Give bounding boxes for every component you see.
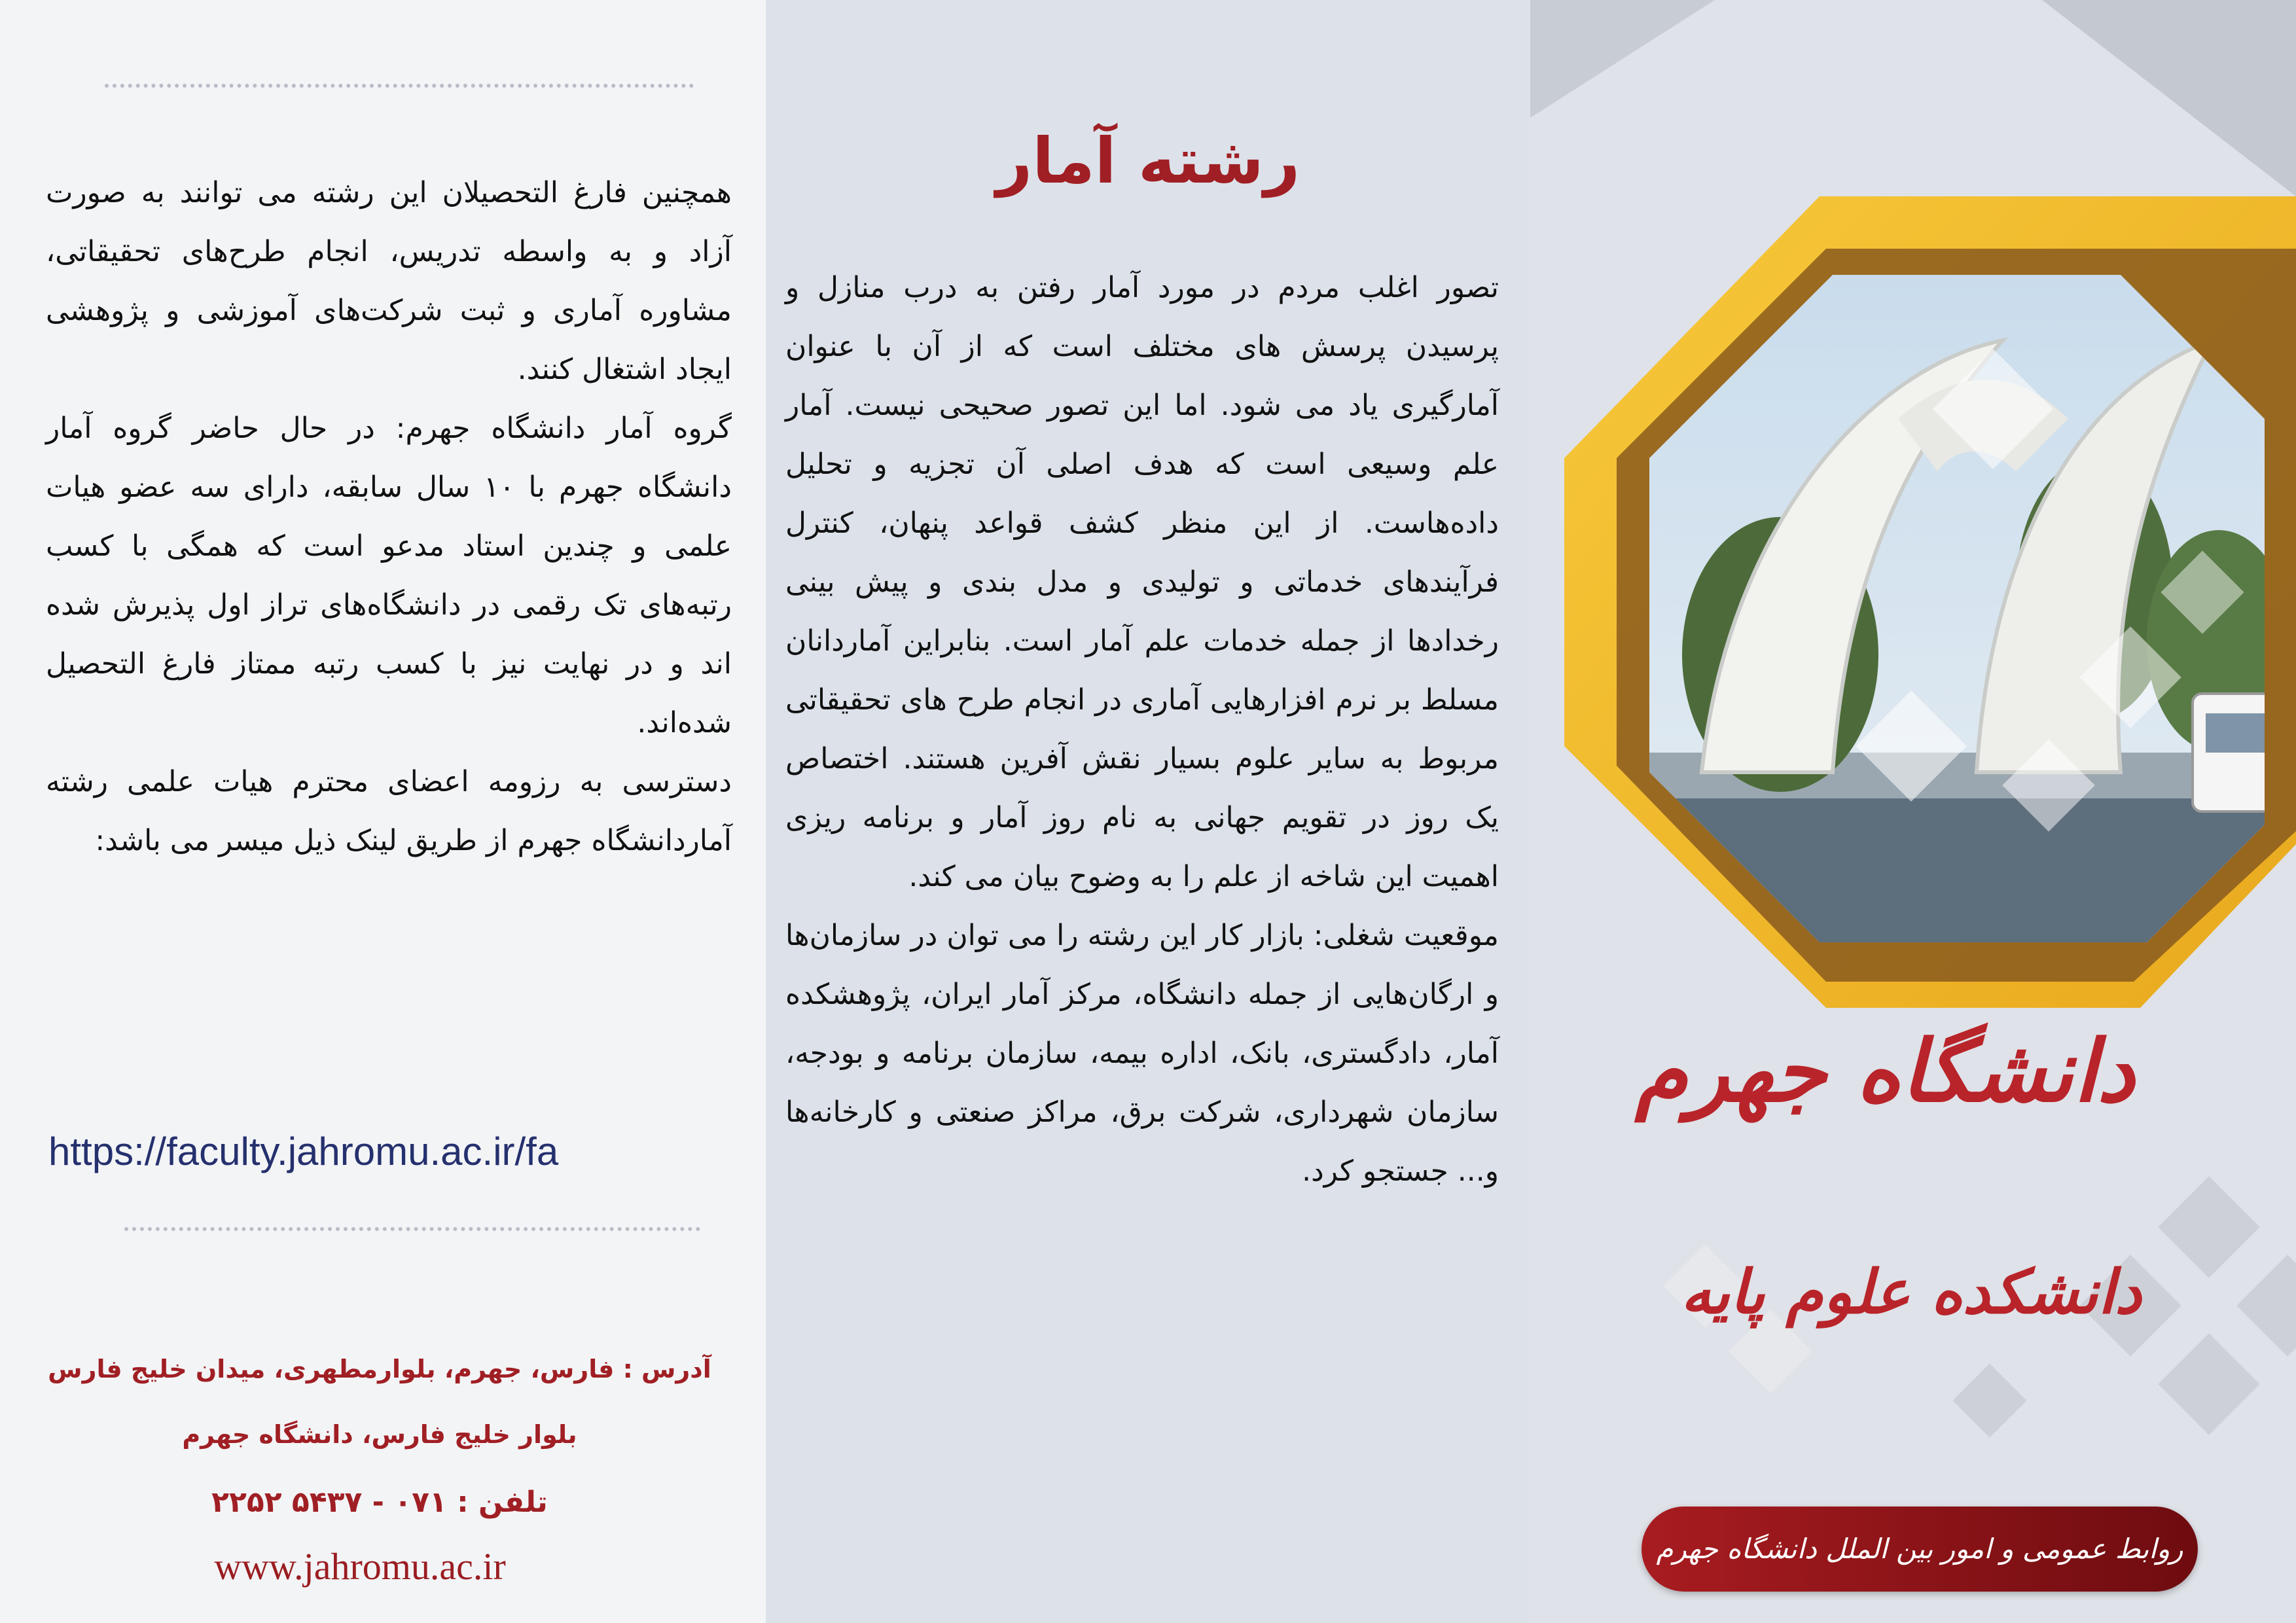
paragraph-statistics-group: گروه آمار دانشگاه جهرم: در حال حاضر گروه آمار دانشگاه جهرم با ۱۰ سال سابقه، دارای سه عضو هیات علمی و چندین استاد مدعو است که همگی با کسب رتبه‌های تک رقمی در دانشگاه‌های تراز اول پذیرش شده اند و در نهایت نیز با کسب رتبه ممتاز فارغ التحصیل شده‌اند. — [46, 412, 732, 740]
grey-corner-shape — [1530, 0, 1715, 118]
paragraph-job-market: موقعیت شغلی: بازار کار این رشته را می توان در سازمان‌ها و ارگان‌هایی از جمله دانشگاه، مرکز آمار ایران، پژوهشکده آمار، دادگستری، بانک، اداره بیمه، سازمان برنامه و بودجه، سازمان شهرداری، شرکت برق، مراکز صنعتی و کارخانه‌ها و... جستجو کرد. — [785, 919, 1499, 1188]
address-line-1: آدرس : فارس، جهرم، بلوارمطهری، میدان خلیج فارس — [48, 1355, 711, 1383]
footer-ribbon — [1641, 1507, 2198, 1592]
phone-number: تلفن : ۰۷۱ - ۵۴۳۷ ۲۲۵۲ — [211, 1486, 548, 1519]
address-line-2: بلوار خلیج فارس، دانشگاه جهرم — [182, 1420, 577, 1449]
website-url[interactable]: www.jahromu.ac.ir — [214, 1545, 506, 1588]
grey-corner-shape-right — [2042, 0, 2296, 196]
paragraph-statistics-intro: تصور اغلب مردم در مورد آمار رفتن به درب منازل و پرسیدن پرسش های مختلف است که از آن با عنوان آمارگیری یاد می شود. اما این تصور صحیحی نیست. آمار علم وسیعی است که هدف اصلی آن تجزیه و تحلیل داده‌هاست. از این منظر کشف قواعد پنهان، کنترل فرآیندهای خدماتی و تولیدی و مدل بندی و پیش بینی رخدادها از جمله خدمات علم آمار است. بنابراین آماردانان مسلط بر نرم افزارهایی آماری در انجام طرح های تحقیقاتی مربوط به سایر علوم بسیار نقش آفرین هستند. اختصاص یک روز در تقویم جهانی به نام روز آمار و برنامه ریزی اهمیت این شاخه از علم را به وضوح بیان می کند. — [785, 271, 1499, 893]
footer-ribbon-text: روابط عمومی و امور بین الملل دانشگاه جهرم — [1656, 1533, 2183, 1565]
page-title: رشته آمار — [996, 124, 1300, 198]
faculty-link[interactable]: https://faculty.jahromu.ac.ir/fa — [48, 1130, 559, 1173]
paragraph-resume-access: دسترسی به رزومه اعضای محترم هیات علمی رشته آماردانشگاه جهرم از طریق لینک ذیل میسر می باشد: — [46, 765, 732, 857]
faculty-name: دانشکده علوم پایه — [1681, 1257, 2142, 1327]
university-name: دانشگاه جهرم — [1635, 1021, 2135, 1121]
paragraph-graduates: همچنین فارغ التحصیلان این رشته می توانند به صورت آزاد و به واسطه تدریس، انجام طرح‌های تحقیقاتی، مشاوره آماری و ثبت شرکت‌های آموزشی و پژوهشی ایجاد اشتغال کنند. — [46, 176, 732, 386]
